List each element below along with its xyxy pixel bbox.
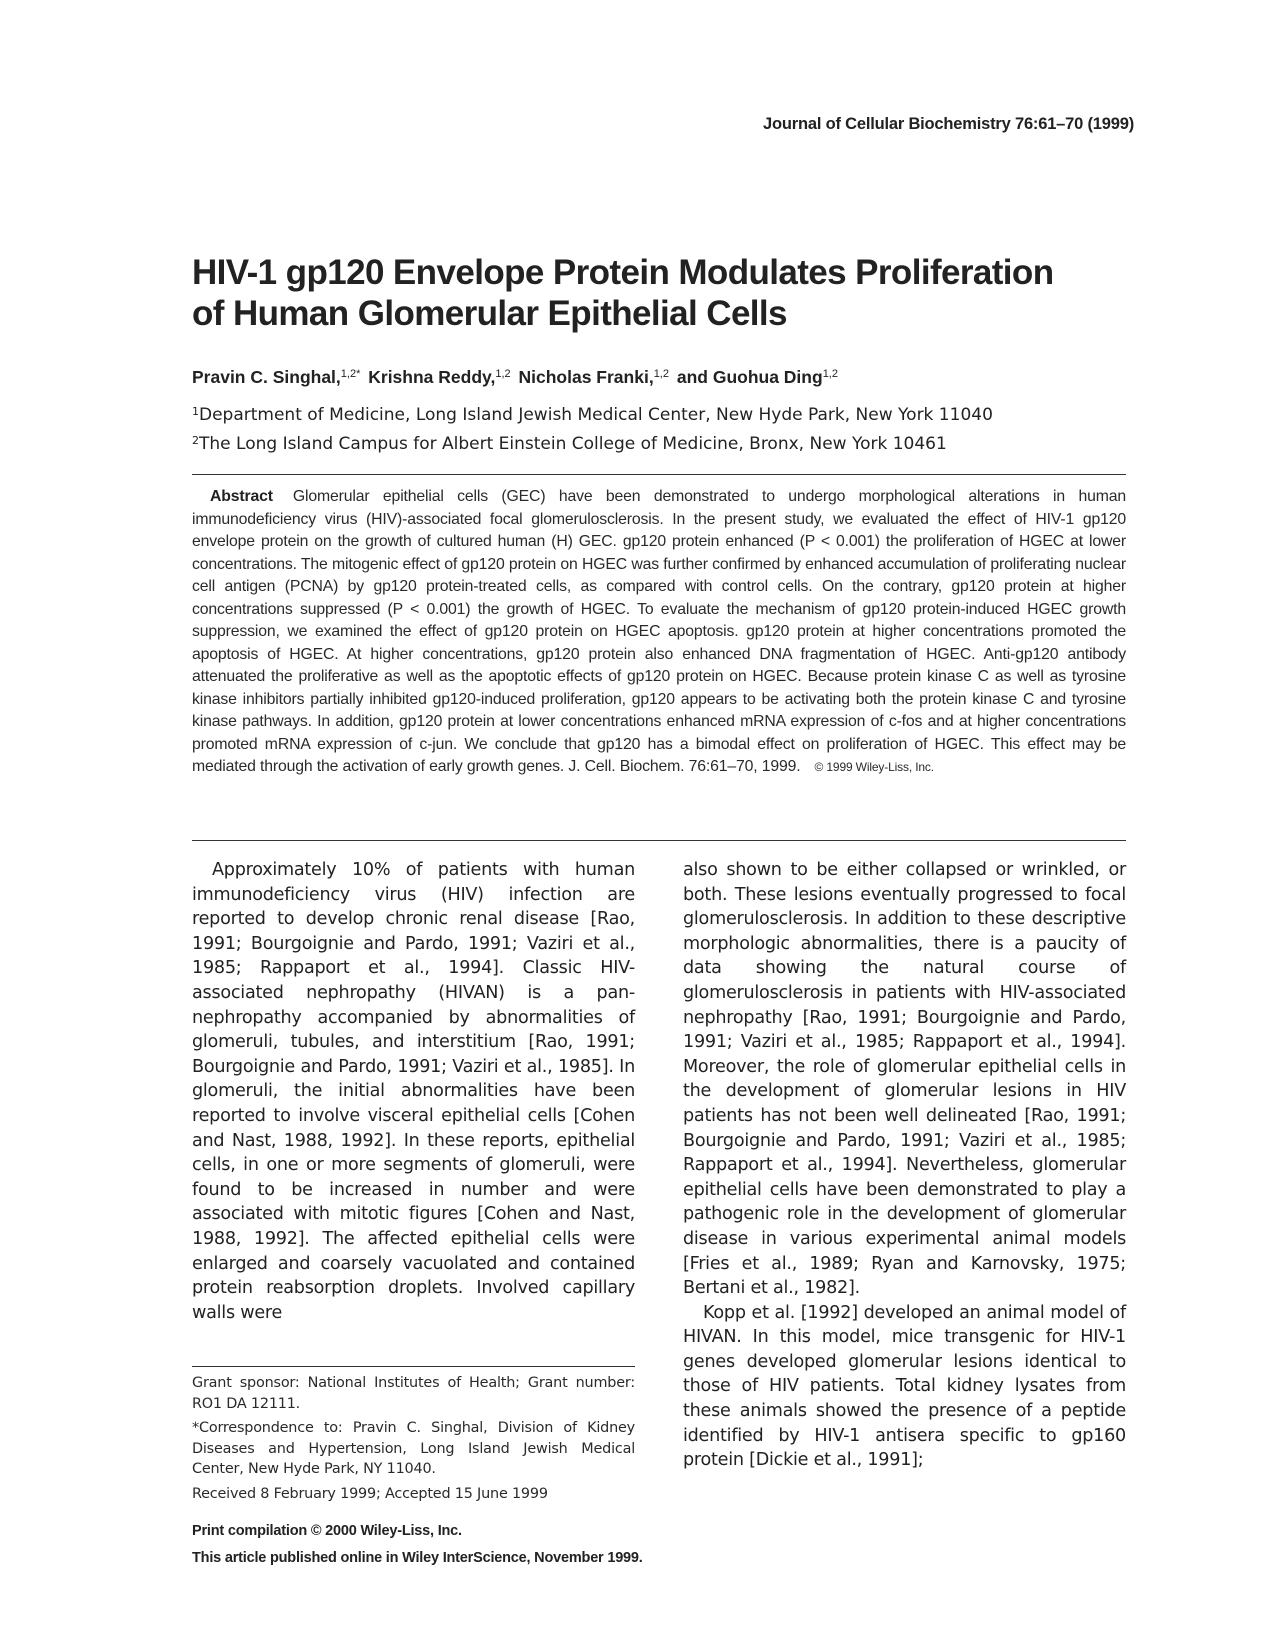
body-paragraph: Kopp et al. [1992] developed an animal model of HIVAN. In this model, mice transgenic for HIV-1 genes developed glomerular lesions identical to those of HIV patients. Total kidney lysates from these animals showed the presence of a peptide identified by HIV-1 antisera specific to gp160 protein [Dickie et al., 1991]; [683,1302,1126,1471]
body-paragraph: also shown to be either collapsed or wrinkled, or both. These lesions eventually progressed to focal glomerulosclerosis. In addition to these descriptive morphologic abnormalities, there is a paucity of data showing the natural course of glomerulosclerosis in patients with HIV-associated nephropathy [Rao, 1991; Bourgoignie and Pardo, 1991; Vaziri et al., 1985; Rappaport et al., 1994]. Moreover, the role of glomerular epithelial cells in the development of glomerular lesions in HIV patients has not been well delineated [Rao, 1991; Bourgoignie and Pardo, 1991; Vaziri et al., 1985; Rappaport et al., 1994]. Nevertheless, glomerular epithelial cells have been demonstrated to play a pathogenic role in the development of glomerular disease in various experimental animal models [Fries et al., 1989; Ryan and Karnovsky, 1975; Bertani et al., 1982]. [683,860,1126,1299]
author-name: Nicholas Franki, [518,367,654,387]
publication-note [192,1518,643,1572]
online-publication: This article published online in Wiley InterScience, November 1999. [192,1550,643,1566]
footnotes [192,1373,635,1508]
title-line-1: HIV-1 gp120 Envelope Protein Modulates Proliferation [192,253,1054,292]
body-paragraph: Approximately 10% of patients with human immunodeficiency virus (HIV) infection are reported to develop chronic renal disease [Rao, 1991; Bourgoignie and Pardo, 1991; Vaziri et al., 1985; Rappaport et al., 1994]. Classic HIV-associated nephropathy (HIVAN) is a pan-nephropathy accompanied by abnormalities of glomeruli, tubules, and interstitium [Rao, 1991; Bourgoignie and Pardo, 1991; Vaziri et al., 1985]. In glomeruli, the initial abnormalities have been reported to involve visceral epithelial cells [Cohen and Nast, 1988, 1992]. In these reports, epithelial cells, in one or more segments of glomeruli, were found to be increased in number and were associated with mitotic figures [Cohen and Nast, 1988, 1992]. The affected epithelial cells were enlarged and coarsely vacuolated and contained protein reabsorption droplets. Involved capillary walls were [192,860,635,1323]
abstract-text: Glomerular epithelial cells (GEC) have been demonstrated to undergo morphological alterations in human immunodeficiency virus (HIV)-associated focal glomerulosclerosis. In the present study, we evaluated the effect of HIV-1 gp120 envelope protein on the growth of cultured human (H) GEC. gp120 protein enhanced (P < 0.001) the proliferation of HGEC at lower concentrations. The mitogenic effect of gp120 protein on HGEC was further confirmed by enhanced accumulation of proliferating nuclear cell antigen (PCNA) by gp120 protein-treated cells, as compared with control cells. On the contrary, gp120 protein at higher concentrations suppressed (P < 0.001) the growth of HGEC. To evaluate the mechanism of gp120 protein-induced HGEC growth suppression, we examined the effect of gp120 protein on HGEC apoptosis. gp120 protein at higher concentrations promoted the apoptosis of HGEC. At higher concentrations, gp120 protein also enhanced DNA fragmentation of HGEC. Anti-gp120 antibody attenuated the proliferative as well as the apoptotic effects of gp120 protein on HGEC. Because protein kinase C as well as tyrosine kinase inhibitors partially inhibited gp120-induced proliferation, gp120 appears to be activating both the protein kinase C and tyrosine kinase pathways. In addition, gp120 protein at lower concentrations enhanced mRNA expression of c-fos and at higher concentrations promoted mRNA expression of c-jun. We conclude that gp120 has a bimodal effect on proliferation of HGEC. This effect may be mediated through the activation of early growth genes. J. Cell. Biochem. 76:61–70, 1999. [192,488,1126,775]
title-line-2: of Human Glomerular Epithelial Cells [192,294,787,333]
body-column-right [683,858,1126,1473]
abstract-copyright: © 1999 Wiley-Liss, Inc. [814,760,934,774]
affiliation-mark: 1 [192,405,199,418]
affiliation-text: The Long Island Campus for Albert Einstein College of Medicine, Bronx, New York 10461 [199,434,947,454]
affiliations [192,399,993,457]
article-title [192,252,1152,334]
affiliation-mark: 2 [192,434,199,447]
footnote-rule [192,1366,635,1367]
journal-reference: Journal of Cellular Biochemistry 76:61–70 (1999) [763,115,1134,133]
author-affil-mark: 1,2 [495,368,511,380]
abstract-label: Abstract [210,488,273,505]
author-affil-mark: 1,2 [822,368,838,380]
affiliation [192,399,993,428]
author-name: and Guohua Ding [676,367,823,387]
author-affil-mark: 1,2* [340,368,361,380]
affiliation [192,428,993,457]
correspondence-footnote: *Correspondence to: Pravin C. Singhal, Division of Kidney Diseases and Hypertension, Long Island Jewish Medical Center, New Hyde Park, NY 11040. [192,1420,635,1477]
print-compilation: Print compilation © 2000 Wiley-Liss, Inc. [192,1523,462,1539]
affiliation-text: Department of Medicine, Long Island Jewish Medical Center, New Hyde Park, New York 11040 [199,405,993,425]
abstract-top-rule [192,474,1126,475]
grant-footnote: Grant sponsor: National Institutes of Health; Grant number: RO1 DA 12111. [192,1375,635,1412]
author-affil-mark: 1,2 [653,368,669,380]
abstract-bottom-rule [192,840,1126,841]
author-name: Krishna Reddy, [368,367,496,387]
author-name: Pravin C. Singhal, [192,367,341,387]
abstract [192,486,1126,779]
received-footnote: Received 8 February 1999; Accepted 15 June 1999 [192,1485,548,1502]
author-list [192,367,841,388]
body-column-left [192,858,635,1325]
